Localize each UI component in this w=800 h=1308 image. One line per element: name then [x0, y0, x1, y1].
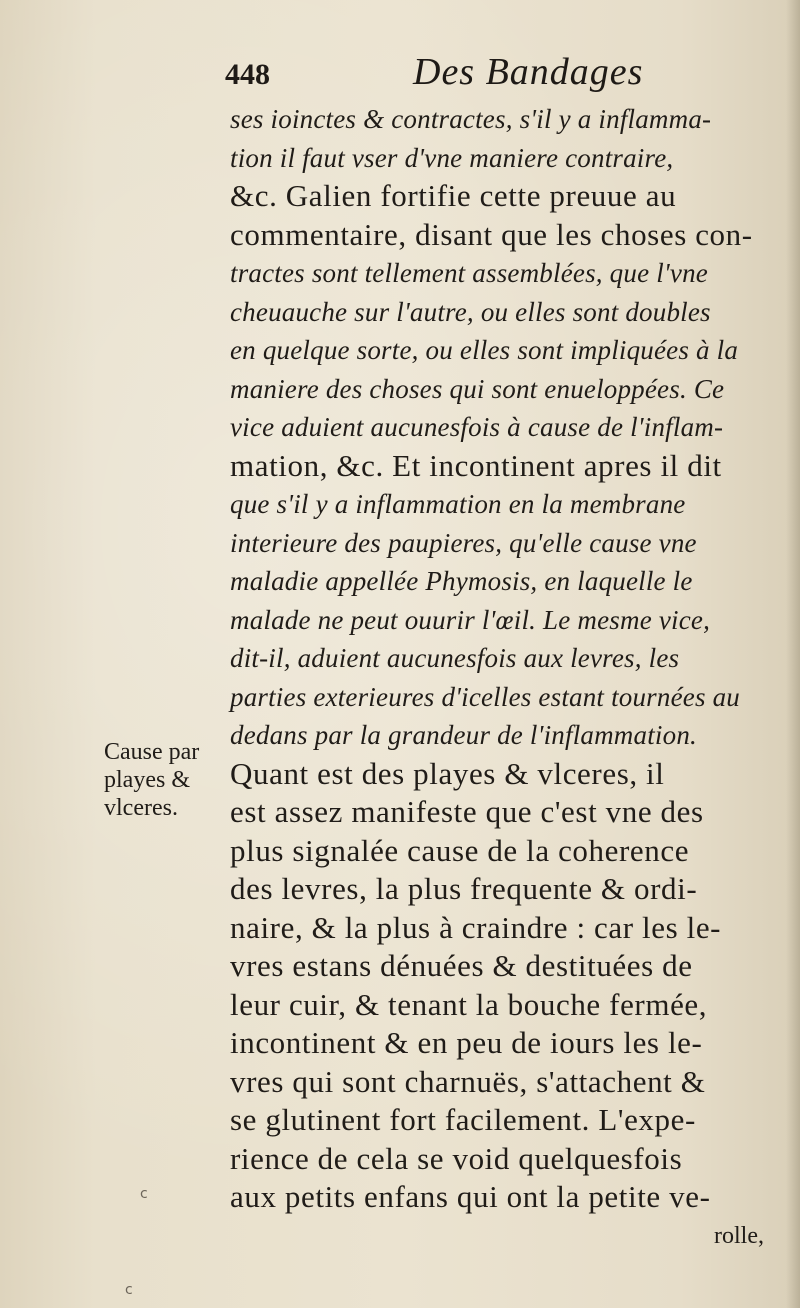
text-line: dit-il, aduient aucunesfois aux levres, les [230, 643, 680, 673]
text-line: aux petits enfans qui ont la petite ve- [230, 1179, 711, 1214]
text-line: interieure des paupieres, qu'elle cause vne [230, 527, 697, 558]
catchword: rolle, [714, 1222, 764, 1249]
text-line: maladie appellée Phymosis, en laquelle le [230, 566, 693, 596]
text-line: en quelque sorte, ou elles sont impliquées à la [230, 335, 739, 365]
text-line: mation, &c. Et incontinent apres il dit [230, 447, 722, 483]
marginal-note-line: vlceres. [104, 795, 178, 821]
text-line: naire, & la plus à craindre : car les le- [230, 909, 722, 945]
text-line: dedans par la grandeur de l'inflammation. [230, 720, 697, 750]
text-line: malade ne peut ouurir l'œil. Le mesme vice, [230, 604, 711, 635]
marginal-note-line: Cause par [104, 739, 200, 765]
text-line: que s'il y a inflammation en la membrane [230, 489, 686, 519]
text-line: est assez manifeste que c'est vne des [230, 794, 704, 829]
body-text [230, 100, 770, 1255]
text-line: ses ioinctes & contractes, s'il y a inflamma- [230, 104, 712, 134]
text-line: Quant est des playes & vlceres, il [230, 755, 665, 791]
text-line: des levres, la plus frequente & ordi- [230, 871, 698, 906]
text-line: vres estans dénuées & destituées de [230, 948, 693, 983]
text-line: se glutinent fort facilement. L'expe- [230, 1102, 696, 1137]
text-line: vice aduient aucunesfois à cause de l'inflam- [230, 412, 724, 442]
text-line: &c. Galien fortifie cette preuue au [230, 178, 677, 213]
stray-mark-icon: c [140, 1186, 148, 1202]
page-header [225, 50, 765, 98]
text-line: rience de cela se void quelquesfois [230, 1140, 683, 1176]
text-line: leur cuir, & tenant la bouche fermée, [230, 986, 708, 1022]
text-line: maniere des choses qui sont enueloppées. Ce [230, 373, 725, 404]
text-line: incontinent & en peu de iours les le- [230, 1025, 703, 1060]
text-line: plus signalée cause de la coherence [230, 832, 690, 868]
marginal-note-line: playes & [104, 767, 190, 793]
page-edge-shadow [786, 0, 800, 1308]
marginal-note [104, 738, 234, 822]
text-line: commentaire, disant que les choses con- [230, 216, 753, 252]
page-number: 448 [225, 58, 270, 91]
text-line: vres qui sont charnuës, s'attachent & [230, 1063, 706, 1099]
text-line: tractes sont tellement assemblées, que l'vne [230, 258, 708, 288]
text-line: tion il faut vser d'vne maniere contraire, [230, 142, 674, 173]
stray-mark-icon: c [125, 1282, 133, 1298]
running-title: Des Bandages [413, 51, 644, 93]
text-line: parties exterieures d'icelles estant tournées au [230, 681, 741, 712]
text-line: cheuauche sur l'autre, ou elles sont doubles [230, 296, 711, 327]
